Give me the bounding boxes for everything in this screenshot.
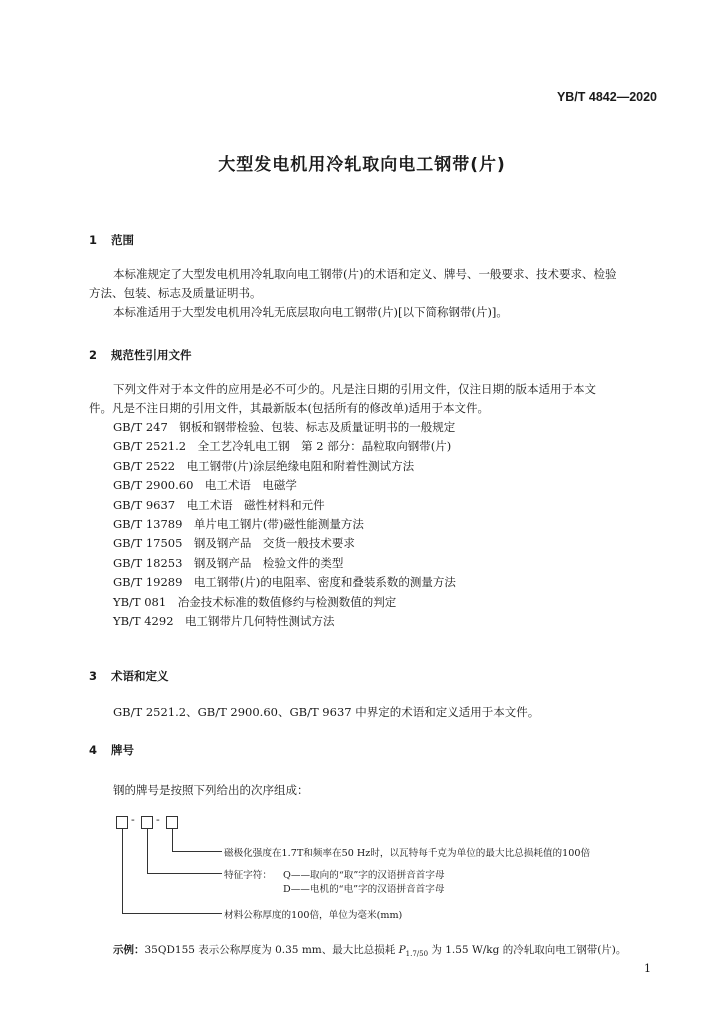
loss-description: 磁极化强度在1.7T和频率在50 Hz时，以瓦特每千克为单位的最大比总损耗值的100倍	[224, 848, 591, 859]
reference-item: GB/T 17505 钢及钢产品 交货一般技术要求	[113, 536, 355, 551]
loss-leader-vertical	[172, 828, 173, 852]
reference-item: GB/T 247 钢板和钢带检验、包装、标志及质量证明书的一般规定	[113, 420, 456, 434]
section-3-paragraph: GB/T 2521.2、GB/T 2900.60、GB/T 9637 中界定的术语和定义适用于本文件。	[113, 705, 540, 719]
reference-item: GB/T 13789 单片电工钢片(带)磁性能测量方法	[113, 516, 364, 531]
dash-1: -	[131, 813, 135, 826]
standard-code: YB/T 4842—2020	[556, 90, 657, 104]
grade-example	[113, 942, 626, 958]
reference-item: GB/T 19289 电工钢带(片)的电阻率、密度和叠装系数的测量方法	[113, 575, 456, 590]
loss-symbol-subscript: 1.7/50	[405, 950, 429, 959]
reference-item: GB/T 2522 电工钢带(片)涂层绝缘电阻和附着性测试方法	[113, 458, 415, 473]
reference-item: YB/T 081 冶金技术标准的数值修约与检测数值的判定	[113, 594, 397, 609]
section-3-heading	[89, 668, 169, 684]
section-2-title: 规范性引用文件	[111, 348, 192, 362]
char-leader-horizontal	[147, 873, 222, 874]
loss-leader-horizontal	[172, 851, 222, 852]
section-2-number: 2	[89, 348, 98, 362]
thickness-leader-horizontal	[122, 913, 222, 914]
section-4-heading	[89, 742, 134, 758]
example-label: 示例：	[113, 944, 145, 956]
reference-item: YB/T 4292 电工钢带片几何特性测试方法	[113, 613, 335, 628]
reference-item: GB/T 2521.2 全工艺冷轧电工钢 第 2 部分：晶粒取向钢带(片)	[113, 439, 452, 454]
characteristic-caption: 特征字符：	[224, 870, 272, 881]
char-leader-vertical	[147, 828, 148, 874]
section-3-title: 术语和定义	[111, 669, 169, 683]
normative-reference-list	[113, 418, 456, 631]
section-1-paragraph-1-line-1: 本标准规定了大型发电机用冷轧取向电工钢带(片)的术语和定义、牌号、一般要求、技术要求、检验	[113, 267, 617, 281]
example-text-part-2: 为 1.55 W/kg 的冷轧取向电工钢带(片)。	[428, 944, 627, 956]
document-title: 大型发电机用冷轧取向电工钢带(片)	[218, 155, 506, 175]
page-number: 1	[644, 962, 651, 975]
reference-item: GB/T 9637 电工术语 磁性材料和元件	[113, 497, 325, 512]
section-1-title: 范围	[111, 233, 134, 247]
dash-2: -	[156, 813, 160, 826]
characteristic-d-description: D——电机的“电”字的汉语拼音首字母	[283, 884, 445, 895]
example-text-part-1: 35QD155 表示公称厚度为 0.35 mm、最大比总损耗	[144, 944, 399, 956]
section-4-paragraph: 钢的牌号是按照下列给出的次序组成：	[113, 783, 309, 797]
reference-item: GB/T 2900.60 电工术语 电磁学	[113, 478, 297, 493]
section-1-number: 1	[89, 233, 98, 247]
thickness-description: 材料公称厚度的100倍，单位为毫米(mm)	[224, 910, 403, 921]
section-1-paragraph-2: 本标准适用于大型发电机用冷轧无底层取向电工钢带(片)[以下简称钢带(片)]。	[113, 305, 508, 319]
section-1-heading	[89, 232, 134, 248]
reference-item: GB/T 18253 钢及钢产品 检验文件的类型	[113, 555, 344, 570]
section-2-heading	[89, 347, 192, 363]
section-4-title: 牌号	[111, 743, 134, 757]
section-1-paragraph-1-line-2: 方法、包装、标志及质量证明书。	[89, 286, 262, 300]
section-3-number: 3	[89, 669, 98, 683]
section-2-paragraph-line-2: 件。凡是不注日期的引用文件，其最新版本(包括所有的修改单)适用于本文件。	[89, 401, 489, 415]
thickness-leader-vertical	[122, 828, 123, 914]
loss-symbol: P	[398, 944, 406, 956]
characteristic-q-description: Q——取向的“取”字的汉语拼音首字母	[283, 870, 445, 881]
section-4-number: 4	[89, 743, 98, 757]
section-2-paragraph-line-1: 下列文件对于本文件的应用是必不可少的。凡是注日期的引用文件，仅注日期的版本适用于本文	[113, 382, 596, 396]
